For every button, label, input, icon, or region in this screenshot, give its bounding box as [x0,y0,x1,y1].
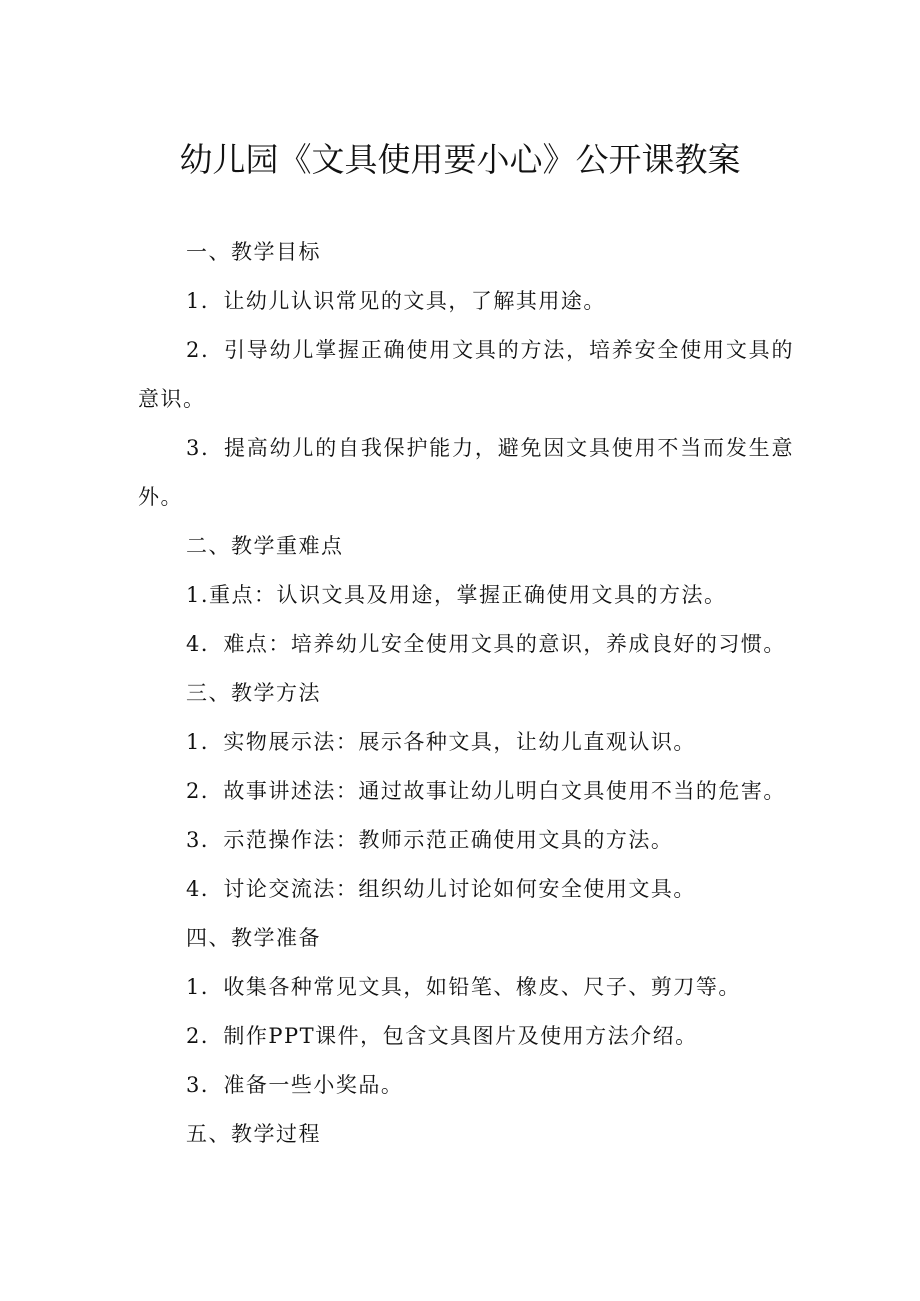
section-heading-process: 五、教学过程 [186,1122,321,1146]
method-item-2: 2．故事讲述法：通过故事让幼儿明白文具使用不当的危害。 [186,779,786,803]
method-item-3: 3．示范操作法：教师示范正确使用文具的方法。 [186,828,674,852]
preparation-item-3: 3．准备一些小奖品。 [186,1073,404,1097]
section-heading-key-points: 二、教学重难点 [186,534,344,558]
section-heading-preparation: 四、教学准备 [186,926,321,950]
method-item-1: 1．实物展示法：展示各种文具，让幼儿直观认识。 [186,730,696,754]
key-point-item-1: 1.重点：认识文具及用途，掌握正确使用文具的方法。 [186,583,727,607]
preparation-item-1: 1．收集各种常见文具，如铅笔、橡皮、尺子、剪刀等。 [186,975,741,999]
objective-item-3: 3．提高幼儿的自我保护能力，避免因文具使用不当而发生意外。 [138,436,794,509]
method-item-4: 4．讨论交流法：组织幼儿讨论如何安全使用文具。 [186,877,696,901]
document-title: 幼儿园《文具使用要小心》公开课教案 [179,140,741,179]
document-body [138,228,794,1159]
objective-item-1: 1．让幼儿认识常见的文具，了解其用途。 [186,289,606,313]
section-heading-methods: 三、教学方法 [186,681,321,705]
preparation-item-2: 2．制作PPT课件，包含文具图片及使用方法介绍。 [186,1024,698,1048]
key-point-item-2: 4．难点：培养幼儿安全使用文具的意识，养成良好的习惯。 [186,632,786,656]
section-heading-objectives: 一、教学目标 [186,240,321,264]
objective-item-2: 2．引导幼儿掌握正确使用文具的方法，培养安全使用文具的意识。 [138,338,794,411]
